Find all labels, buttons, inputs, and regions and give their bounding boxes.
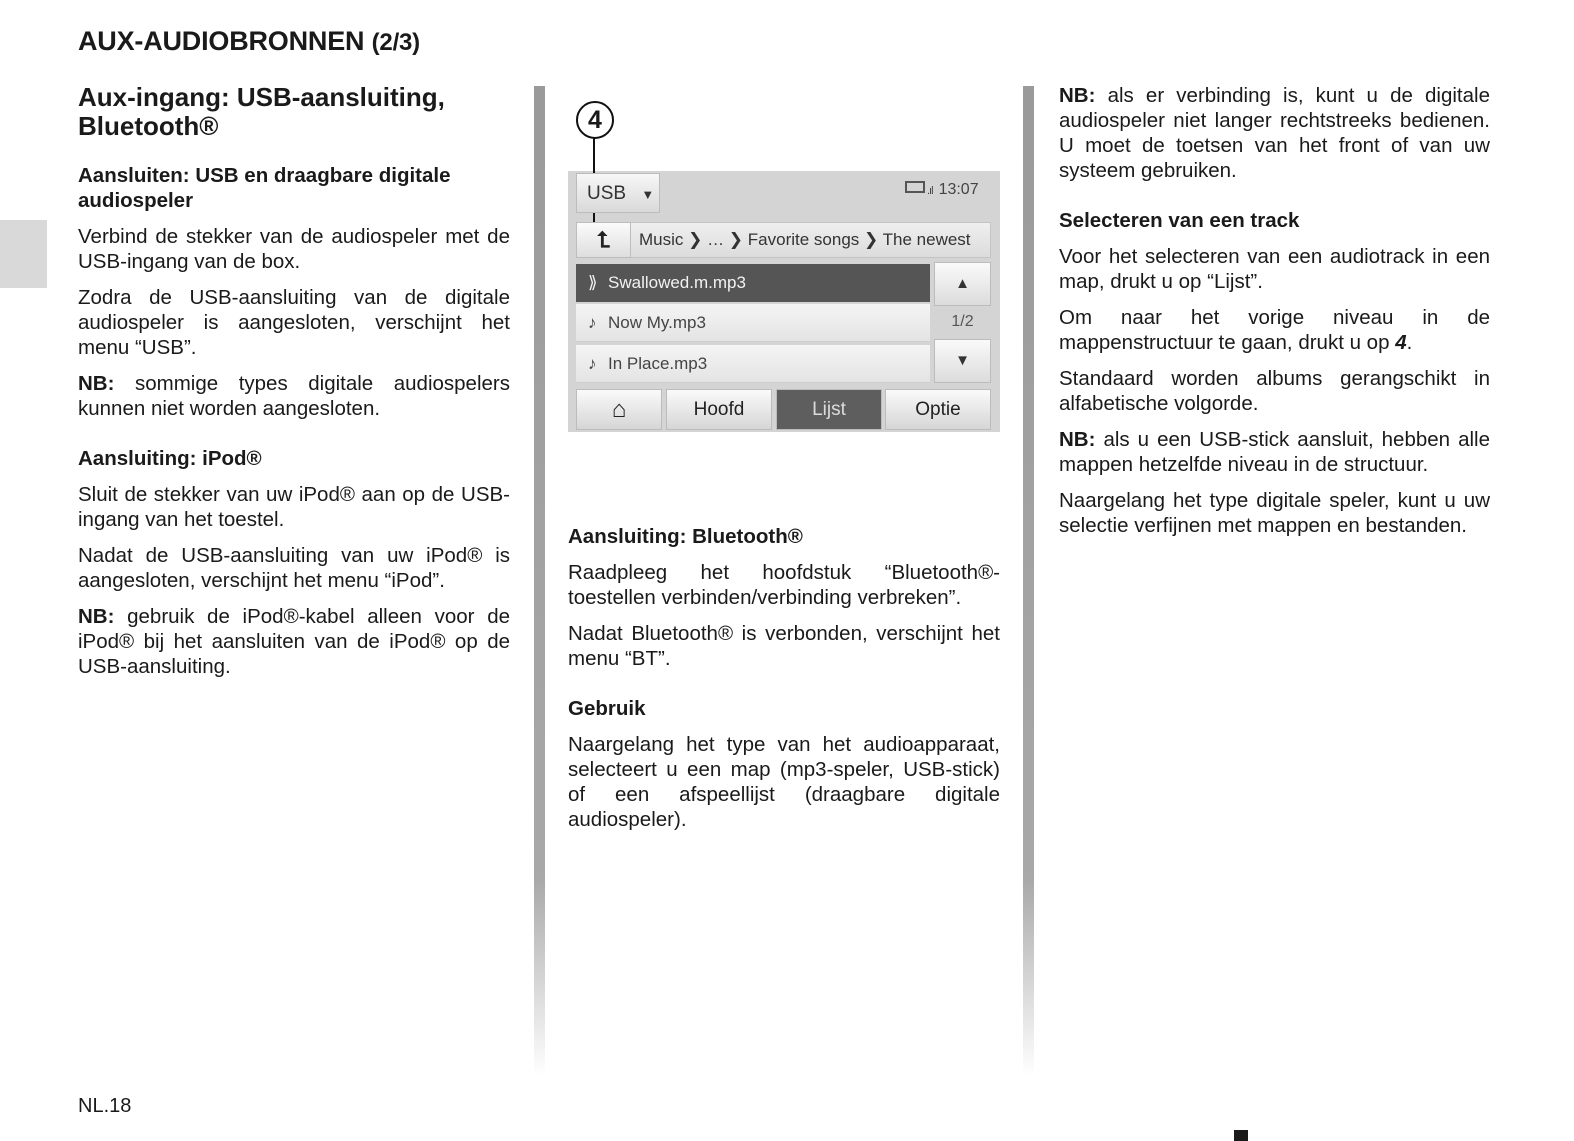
subheading-usb: Aansluiten: USB en draagbare digitale audiospeler xyxy=(78,164,451,212)
paragraph: Naargelang het type van het audioapparaat, selecteert u een map (mp3-speler, USB-stick) of een afspeellijst (draagbare digitale audiospeler). xyxy=(568,733,1000,831)
music-note-icon: ♪ xyxy=(588,354,597,373)
column-divider xyxy=(534,86,545,1076)
subheading-ipod: Aansluiting: iPod® xyxy=(78,447,262,470)
note-paragraph xyxy=(78,604,510,679)
note-paragraph xyxy=(78,371,510,421)
tab-hoofd[interactable]: Hoofd xyxy=(666,389,772,430)
scroll-up-button[interactable] xyxy=(934,262,991,306)
callout-number: 4 xyxy=(576,101,614,139)
note-text: sommige types digitale audiospelers kunnen niet worden aangesloten. xyxy=(78,372,510,420)
source-label: USB xyxy=(587,183,627,204)
arrow-up-icon: ▲ xyxy=(955,275,970,292)
breadcrumb: Music ❯ … ❯ Favorite songs ❯ The newest xyxy=(639,230,971,249)
now-playing-icon: ⟫ xyxy=(588,273,598,292)
subheading-select-track: Selecteren van een track xyxy=(1059,209,1300,232)
paragraph: Verbind de stekker van de audiospeler met de USB-ingang van de box. xyxy=(78,225,510,273)
home-icon: ⌂ xyxy=(611,396,627,423)
back-arrow-icon: ⮤ xyxy=(597,227,610,252)
paragraph: Zodra de USB-aansluiting van de digitale audiospeler is aangesloten, verschijnt het menu “USB”. xyxy=(78,286,510,359)
note-label: NB: xyxy=(78,605,115,628)
track-list-item[interactable] xyxy=(576,304,930,342)
page-subtitle: (2/3) xyxy=(371,29,420,56)
note-text: als er verbinding is, kunt u de digitale audiospeler niet langer rechtstreeks bedienen. U moet de toetsen van het front of van uw systeem gebruiken. xyxy=(1059,84,1490,182)
note-label: NB: xyxy=(78,372,115,395)
track-name: Now My.mp3 xyxy=(608,313,706,332)
battery-icon xyxy=(905,181,925,193)
arrow-down-icon: ▼ xyxy=(955,352,970,369)
track-name: In Place.mp3 xyxy=(608,354,708,373)
paragraph: Voor het selecteren van een audiotrack in een map, drukt u op “Lijst”. xyxy=(1059,245,1490,293)
page-title-text: AUX-AUDIOBRONNEN xyxy=(78,26,365,56)
column-middle xyxy=(568,524,1000,843)
music-note-icon: ♪ xyxy=(588,313,597,332)
track-list-item[interactable] xyxy=(576,345,930,383)
home-button[interactable] xyxy=(576,389,662,430)
tab-optie[interactable]: Optie xyxy=(885,389,991,430)
column-right xyxy=(1059,83,1490,549)
note-label: NB: xyxy=(1059,84,1096,107)
back-folder-button[interactable] xyxy=(576,222,631,258)
column-left xyxy=(78,83,510,690)
paragraph: Om naar het vorige niveau in de mappenstructuur te gaan, drukt u op 4. xyxy=(1059,306,1490,354)
tab-lijst[interactable]: Lijst xyxy=(776,389,882,430)
section-heading: Aux-ingang: USB-aansluiting, Bluetooth® xyxy=(78,82,445,141)
note-label: NB: xyxy=(1059,428,1096,451)
subheading-gebruik: Gebruik xyxy=(568,697,646,720)
scroll-down-button[interactable] xyxy=(934,339,991,383)
signal-icon: .ıl xyxy=(927,185,933,197)
paragraph: Nadat de USB-aansluiting van uw iPod® is aangesloten, verschijnt het menu “iPod”. xyxy=(78,544,510,592)
page-indicator: 1/2 xyxy=(951,313,974,330)
track-list-item[interactable] xyxy=(576,264,930,302)
callout-reference: 4 xyxy=(1395,331,1407,354)
source-selector-button[interactable] xyxy=(576,173,660,213)
continuation-mark xyxy=(1234,1130,1248,1141)
paragraph: Naargelang het type digitale speler, kunt u uw selectie verfijnen met mappen en bestanden. xyxy=(1059,489,1490,537)
clock-time: 13:07 xyxy=(938,181,979,198)
paragraph: Sluit de stekker van uw iPod® aan op de USB-ingang van het toestel. xyxy=(78,483,510,531)
note-text: gebruik de iPod®-kabel alleen voor de iPod® bij het aansluiten van de iPod® op de USB-aansluiting. xyxy=(78,605,510,678)
note-text: als u een USB-stick aansluit, hebben alle mappen hetzelfde niveau in de structuur. xyxy=(1059,428,1490,476)
page-title xyxy=(78,26,420,57)
column-divider xyxy=(1023,86,1034,1076)
section-tab-marker xyxy=(0,220,47,288)
note-paragraph xyxy=(1059,83,1490,183)
paragraph: Standaard worden albums gerangschikt in alfabetische volgorde. xyxy=(1059,367,1490,415)
note-paragraph xyxy=(1059,427,1490,477)
status-area xyxy=(905,181,979,199)
page-number: NL.18 xyxy=(78,1095,132,1117)
dropdown-icon: ▼ xyxy=(641,187,655,202)
track-name: Swallowed.m.mp3 xyxy=(608,273,746,292)
paragraph: Raadpleeg het hoofdstuk “Bluetooth®-toestellen verbinden/verbinding verbreken”. xyxy=(568,561,1000,609)
subheading-bluetooth: Aansluiting: Bluetooth® xyxy=(568,525,803,548)
paragraph: Nadat Bluetooth® is verbonden, verschijnt het menu “BT”. xyxy=(568,622,1000,670)
